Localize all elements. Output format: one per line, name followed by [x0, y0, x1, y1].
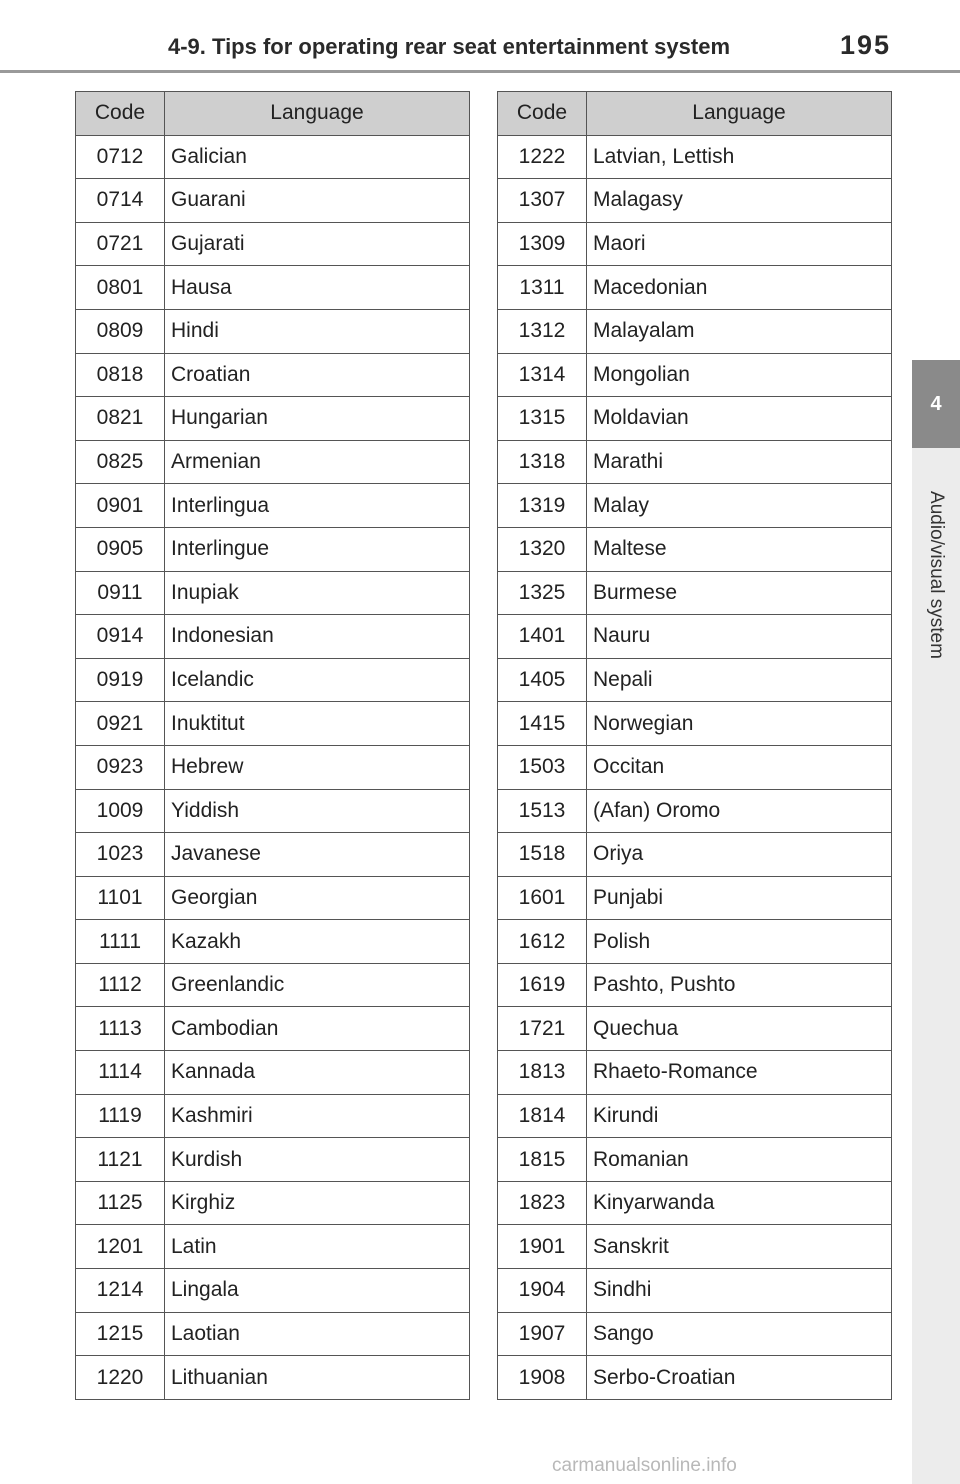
table-row	[76, 876, 470, 920]
language-name-cell: Hausa	[165, 266, 470, 310]
table-row	[498, 876, 892, 920]
table-row	[76, 702, 470, 746]
table-row	[76, 1051, 470, 1095]
language-code-cell: 1112	[76, 963, 165, 1007]
language-code-cell: 1009	[76, 789, 165, 833]
language-code-cell: 0801	[76, 266, 165, 310]
language-name-cell: Icelandic	[165, 658, 470, 702]
language-code-cell: 0921	[76, 702, 165, 746]
language-name-cell: Serbo-Croatian	[587, 1356, 892, 1400]
language-name-cell: Interlingue	[165, 527, 470, 571]
language-name-cell: Malayalam	[587, 309, 892, 353]
table-row	[498, 1312, 892, 1356]
language-code-cell: 0914	[76, 615, 165, 659]
language-column-header: Language	[587, 92, 892, 136]
language-name-cell: Guarani	[165, 179, 470, 223]
language-name-cell: Sindhi	[587, 1269, 892, 1313]
language-code-table-left	[75, 91, 470, 1400]
language-name-cell: Cambodian	[165, 1007, 470, 1051]
language-code-cell: 0919	[76, 658, 165, 702]
table-row	[498, 1138, 892, 1182]
language-name-cell: (Afan) Oromo	[587, 789, 892, 833]
language-name-cell: Hebrew	[165, 745, 470, 789]
table-row	[76, 571, 470, 615]
table-row	[76, 745, 470, 789]
table-row	[76, 309, 470, 353]
language-code-cell: 0825	[76, 440, 165, 484]
language-code-cell: 1318	[498, 440, 587, 484]
table-row	[76, 963, 470, 1007]
code-column-header: Code	[498, 92, 587, 136]
language-code-cell: 1121	[76, 1138, 165, 1182]
table-row	[76, 1181, 470, 1225]
language-code-cell: 0818	[76, 353, 165, 397]
table-row	[498, 484, 892, 528]
language-name-cell: Kirundi	[587, 1094, 892, 1138]
language-name-cell: Quechua	[587, 1007, 892, 1051]
table-row	[498, 353, 892, 397]
language-name-cell: Pashto, Pushto	[587, 963, 892, 1007]
table-row	[76, 658, 470, 702]
table-row	[498, 1181, 892, 1225]
language-column-header: Language	[165, 92, 470, 136]
language-name-cell: Maori	[587, 222, 892, 266]
table-row	[76, 484, 470, 528]
language-code-cell: 1901	[498, 1225, 587, 1269]
language-code-cell: 1125	[76, 1181, 165, 1225]
language-name-cell: Oriya	[587, 833, 892, 877]
table-row	[498, 1225, 892, 1269]
language-code-cell: 1311	[498, 266, 587, 310]
language-code-cell: 1307	[498, 179, 587, 223]
language-code-cell: 1601	[498, 876, 587, 920]
table-row	[76, 920, 470, 964]
table-row	[498, 745, 892, 789]
table-row	[76, 179, 470, 223]
language-name-cell: Galician	[165, 135, 470, 179]
language-name-cell: Croatian	[165, 353, 470, 397]
language-code-cell: 1114	[76, 1051, 165, 1095]
language-code-cell: 1220	[76, 1356, 165, 1400]
language-code-cell: 0911	[76, 571, 165, 615]
language-name-cell: Greenlandic	[165, 963, 470, 1007]
table-row	[498, 1007, 892, 1051]
table-row	[76, 222, 470, 266]
language-name-cell: Kirghiz	[165, 1181, 470, 1225]
language-code-cell: 1823	[498, 1181, 587, 1225]
language-name-cell: Indonesian	[165, 615, 470, 659]
language-code-cell: 1023	[76, 833, 165, 877]
language-code-cell: 1503	[498, 745, 587, 789]
table-row	[76, 1225, 470, 1269]
table-row	[76, 1094, 470, 1138]
language-name-cell: Latin	[165, 1225, 470, 1269]
language-name-cell: Kannada	[165, 1051, 470, 1095]
language-code-cell: 1222	[498, 135, 587, 179]
language-name-cell: Marathi	[587, 440, 892, 484]
language-code-cell: 1319	[498, 484, 587, 528]
language-name-cell: Kinyarwanda	[587, 1181, 892, 1225]
code-column-header: Code	[76, 92, 165, 136]
language-name-cell: Javanese	[165, 833, 470, 877]
language-name-cell: Maltese	[587, 527, 892, 571]
language-name-cell: Nepali	[587, 658, 892, 702]
table-row	[76, 440, 470, 484]
language-code-cell: 1814	[498, 1094, 587, 1138]
language-code-cell: 1518	[498, 833, 587, 877]
table-row	[498, 1094, 892, 1138]
language-code-cell: 1312	[498, 309, 587, 353]
language-name-cell: Hindi	[165, 309, 470, 353]
language-name-cell: Mongolian	[587, 353, 892, 397]
section-heading: 4-9. Tips for operating rear seat entertainment system	[168, 34, 730, 59]
table-row	[76, 397, 470, 441]
table-row	[76, 1312, 470, 1356]
language-code-cell: 1215	[76, 1312, 165, 1356]
language-name-cell: Nauru	[587, 615, 892, 659]
language-name-cell: Armenian	[165, 440, 470, 484]
language-code-cell: 1113	[76, 1007, 165, 1051]
table-row	[498, 1269, 892, 1313]
language-code-cell: 0809	[76, 309, 165, 353]
language-name-cell: Inuktitut	[165, 702, 470, 746]
table-row	[76, 1269, 470, 1313]
language-code-cell: 1314	[498, 353, 587, 397]
table-row	[498, 309, 892, 353]
section-label: Audio/visual system	[926, 491, 947, 659]
table-row	[498, 702, 892, 746]
language-name-cell: Georgian	[165, 876, 470, 920]
language-name-cell: Yiddish	[165, 789, 470, 833]
table-row	[76, 353, 470, 397]
table-row	[498, 833, 892, 877]
language-name-cell: Hungarian	[165, 397, 470, 441]
table-row	[76, 1138, 470, 1182]
table-header-row	[498, 92, 892, 136]
language-code-cell: 1101	[76, 876, 165, 920]
language-code-cell: 1111	[76, 920, 165, 964]
language-name-cell: Gujarati	[165, 222, 470, 266]
language-name-cell: Interlingua	[165, 484, 470, 528]
language-name-cell: Kashmiri	[165, 1094, 470, 1138]
language-code-cell: 1907	[498, 1312, 587, 1356]
table-row	[498, 963, 892, 1007]
language-name-cell: Laotian	[165, 1312, 470, 1356]
language-name-cell: Latvian, Lettish	[587, 135, 892, 179]
language-name-cell: Sanskrit	[587, 1225, 892, 1269]
language-code-cell: 0905	[76, 527, 165, 571]
table-row	[498, 397, 892, 441]
language-code-cell: 1904	[498, 1269, 587, 1313]
language-name-cell: Malagasy	[587, 179, 892, 223]
language-code-cell: 1612	[498, 920, 587, 964]
table-row	[498, 789, 892, 833]
language-code-cell: 0721	[76, 222, 165, 266]
header-divider	[0, 70, 960, 73]
language-name-cell: Norwegian	[587, 702, 892, 746]
table-row	[76, 833, 470, 877]
language-code-cell: 0714	[76, 179, 165, 223]
table-row	[498, 1356, 892, 1400]
language-code-cell: 1415	[498, 702, 587, 746]
language-name-cell: Lithuanian	[165, 1356, 470, 1400]
table-row	[76, 1356, 470, 1400]
chapter-tab	[912, 360, 960, 448]
language-name-cell: Punjabi	[587, 876, 892, 920]
table-row	[498, 527, 892, 571]
table-row	[498, 658, 892, 702]
language-code-cell: 1214	[76, 1269, 165, 1313]
table-row	[76, 789, 470, 833]
language-code-cell: 1119	[76, 1094, 165, 1138]
table-header-row	[76, 92, 470, 136]
language-name-cell: Inupiak	[165, 571, 470, 615]
language-code-cell: 1815	[498, 1138, 587, 1182]
language-code-cell: 1201	[76, 1225, 165, 1269]
language-name-cell: Rhaeto-Romance	[587, 1051, 892, 1095]
language-code-cell: 1309	[498, 222, 587, 266]
table-row	[76, 266, 470, 310]
language-code-cell: 1813	[498, 1051, 587, 1095]
language-code-cell: 0712	[76, 135, 165, 179]
language-code-cell: 1405	[498, 658, 587, 702]
language-name-cell: Occitan	[587, 745, 892, 789]
language-code-cell: 0923	[76, 745, 165, 789]
table-row	[498, 440, 892, 484]
table-row	[498, 179, 892, 223]
language-code-cell: 1325	[498, 571, 587, 615]
table-row	[498, 222, 892, 266]
language-code-cell: 1513	[498, 789, 587, 833]
language-name-cell: Kurdish	[165, 1138, 470, 1182]
language-code-cell: 0901	[76, 484, 165, 528]
chapter-number: 4	[930, 392, 942, 415]
page-number: 195	[840, 30, 892, 60]
language-name-cell: Polish	[587, 920, 892, 964]
table-row	[76, 615, 470, 659]
table-row	[498, 615, 892, 659]
language-code-cell: 1401	[498, 615, 587, 659]
table-row	[498, 920, 892, 964]
language-code-cell: 1721	[498, 1007, 587, 1051]
language-name-cell: Sango	[587, 1312, 892, 1356]
language-code-cell: 1315	[498, 397, 587, 441]
table-row	[498, 266, 892, 310]
language-name-cell: Burmese	[587, 571, 892, 615]
language-code-table-right	[497, 91, 892, 1400]
language-name-cell: Lingala	[165, 1269, 470, 1313]
table-row	[498, 135, 892, 179]
language-name-cell: Moldavian	[587, 397, 892, 441]
language-code-cell: 1619	[498, 963, 587, 1007]
watermark: carmanualsonline.info	[552, 1455, 737, 1476]
table-row	[76, 135, 470, 179]
language-code-cell: 1320	[498, 527, 587, 571]
language-name-cell: Macedonian	[587, 266, 892, 310]
table-row	[76, 527, 470, 571]
table-row	[498, 1051, 892, 1095]
table-row	[76, 1007, 470, 1051]
language-name-cell: Kazakh	[165, 920, 470, 964]
language-code-cell: 1908	[498, 1356, 587, 1400]
language-name-cell: Malay	[587, 484, 892, 528]
table-row	[498, 571, 892, 615]
language-name-cell: Romanian	[587, 1138, 892, 1182]
language-code-cell: 0821	[76, 397, 165, 441]
